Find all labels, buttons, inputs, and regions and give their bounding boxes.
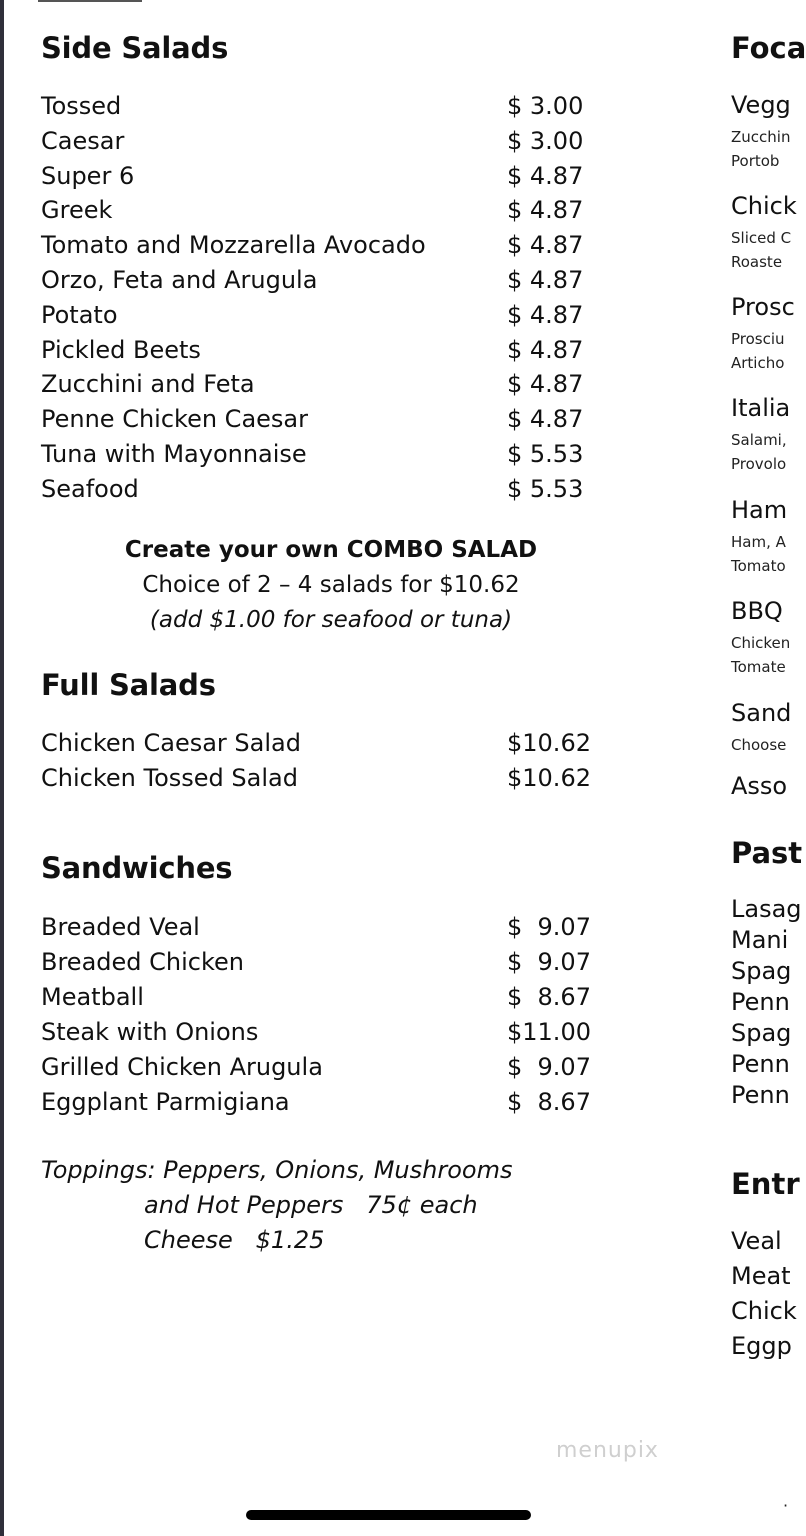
menu-item-row bbox=[41, 367, 601, 402]
menu-item-name: Caesar bbox=[41, 126, 125, 155]
focaccia-item-desc: Tomato bbox=[731, 557, 786, 575]
menu-item-price: $ 8.67 bbox=[507, 1088, 591, 1116]
pasta-item: Penn bbox=[731, 1050, 790, 1078]
entrees-title: Entr bbox=[731, 1167, 800, 1201]
focaccia-item-name: Italia bbox=[731, 394, 791, 422]
focaccia-item-desc: Roaste bbox=[731, 253, 783, 271]
menu-item-row bbox=[41, 298, 601, 333]
menu-item-row bbox=[41, 472, 601, 507]
menu-item-row bbox=[41, 263, 601, 298]
entree-item: Meat bbox=[731, 1262, 791, 1290]
combo-title: Create your own COMBO SALAD bbox=[124, 537, 538, 563]
menu-item-price: $ 9.07 bbox=[507, 948, 591, 976]
menu-item-price: $ 4.87 bbox=[507, 335, 584, 364]
menu-item-price: $ 4.87 bbox=[507, 405, 584, 434]
menu-item-name: Greek bbox=[41, 196, 113, 225]
pasta-item: Penn bbox=[731, 1081, 790, 1109]
menu-item-name: Meatball bbox=[41, 983, 144, 1011]
combo-line: Choice of 2 – 4 salads for $10.62 bbox=[142, 572, 520, 598]
focaccia-item-desc: Choose bbox=[731, 736, 787, 754]
focaccia-item-desc: Portob bbox=[731, 152, 780, 170]
focaccia-item-desc: Ham, A bbox=[731, 533, 786, 551]
focaccia-item-desc: Provolo bbox=[731, 455, 787, 473]
menu-item-price: $ 4.87 bbox=[507, 161, 584, 190]
focaccia-item-name: Prosc bbox=[731, 293, 795, 321]
menu-item-price: $ 4.87 bbox=[507, 300, 584, 329]
focaccia-item-desc: Articho bbox=[731, 354, 785, 372]
side-salads-title: Side Salads bbox=[41, 31, 229, 65]
toppings-line-2: and Hot Peppers 75¢ each bbox=[144, 1191, 478, 1219]
menu-item-row bbox=[41, 726, 601, 761]
left-edge-bar bbox=[0, 0, 4, 1536]
menu-item-price: $ 9.07 bbox=[507, 913, 591, 941]
menu-item-name: Eggplant Parmigiana bbox=[41, 1088, 290, 1116]
menu-item-price: $10.62 bbox=[507, 729, 591, 757]
menu-item-row bbox=[41, 1015, 601, 1050]
menu-item-row bbox=[41, 159, 601, 194]
focaccia-item-name: Chick bbox=[731, 192, 797, 220]
focaccia-item-name: Sand bbox=[731, 699, 792, 727]
pasta-item: Spag bbox=[731, 1019, 792, 1047]
menu-item-row bbox=[41, 228, 601, 263]
menu-item-row bbox=[41, 437, 601, 472]
menu-item-name: Breaded Veal bbox=[41, 913, 200, 941]
menu-item-price: $ 3.00 bbox=[507, 92, 584, 120]
sandwiches-title: Sandwiches bbox=[41, 851, 233, 885]
menu-item-row bbox=[41, 333, 601, 368]
menu-item-name: Super 6 bbox=[41, 161, 135, 190]
menu-item-price: $ 8.67 bbox=[507, 983, 591, 1011]
top-divider bbox=[38, 0, 142, 2]
menu-item-row bbox=[41, 124, 601, 159]
menu-item-name: Orzo, Feta and Arugula bbox=[41, 266, 318, 294]
menu-item-price: $ 4.87 bbox=[507, 231, 584, 260]
menu-item-price: $11.00 bbox=[507, 1018, 591, 1046]
focaccia-item-name: Ham bbox=[731, 496, 788, 524]
full-salads-title: Full Salads bbox=[41, 668, 216, 702]
menu-item-row bbox=[41, 910, 601, 945]
toppings-line-1: Toppings: Peppers, Onions, Mushrooms bbox=[41, 1156, 513, 1184]
menu-item-name: Penne Chicken Caesar bbox=[41, 405, 308, 434]
menu-item-row bbox=[41, 1085, 601, 1120]
pasta-title: Past bbox=[731, 836, 803, 870]
menu-item-row bbox=[41, 193, 601, 228]
combo-box bbox=[41, 533, 621, 638]
menu-item-name: Grilled Chicken Arugula bbox=[41, 1053, 323, 1081]
home-indicator[interactable] bbox=[246, 1510, 531, 1520]
right-column-cropped bbox=[731, 0, 806, 1536]
menu-item-row bbox=[41, 402, 601, 437]
combo-note: (add $1.00 for seafood or tuna) bbox=[149, 607, 513, 633]
pasta-item: Spag bbox=[731, 957, 792, 985]
menu-item-price: $ 3.00 bbox=[507, 126, 584, 155]
menu-item-row bbox=[41, 761, 601, 796]
menu-item-price: $10.62 bbox=[507, 764, 591, 792]
focaccia-item-desc: Zucchin bbox=[731, 128, 791, 146]
menu-item-price: $ 5.53 bbox=[507, 440, 584, 468]
watermark: menupix bbox=[556, 1438, 659, 1463]
menu-item-price: $ 4.87 bbox=[507, 370, 584, 399]
menu-item-name: Chicken Caesar Salad bbox=[41, 729, 301, 757]
menu-item-name: Tomato and Mozzarella Avocado bbox=[41, 231, 426, 260]
menu-item-name: Potato bbox=[41, 300, 118, 329]
focaccia-item-name: Vegg bbox=[731, 91, 791, 119]
menu-item-price: $ 5.53 bbox=[507, 474, 584, 503]
pasta-item: Lasag bbox=[731, 895, 802, 923]
pasta-item: Penn bbox=[731, 988, 790, 1016]
pasta-item: Mani bbox=[731, 926, 789, 954]
menu-item-price: $ 9.07 bbox=[507, 1053, 591, 1081]
entree-item: Chick bbox=[731, 1297, 797, 1325]
menu-item-name: Steak with Onions bbox=[41, 1018, 259, 1046]
menu-item-name: Zucchini and Feta bbox=[41, 370, 255, 399]
focaccia-title: Foca bbox=[731, 31, 806, 65]
menu-item-row bbox=[41, 980, 601, 1015]
menu-item-price: $ 4.87 bbox=[507, 196, 584, 225]
menu-item-row bbox=[41, 1050, 601, 1085]
menu-item-name: Tossed bbox=[41, 92, 122, 120]
focaccia-item-name: BBQ bbox=[731, 597, 783, 625]
entree-item: Veal bbox=[731, 1227, 782, 1255]
menu-item-price: $ 4.87 bbox=[507, 266, 584, 294]
edge-mark: · bbox=[783, 1496, 789, 1515]
menu-item-row bbox=[41, 945, 601, 980]
toppings-line-3: Cheese $1.25 bbox=[144, 1226, 325, 1254]
menu-item-row bbox=[41, 89, 601, 124]
menu-item-name: Seafood bbox=[41, 474, 139, 503]
menu-item-name: Tuna with Mayonnaise bbox=[41, 440, 307, 468]
menu-item-name: Pickled Beets bbox=[41, 335, 201, 364]
focaccia-item-desc: Chicken bbox=[731, 634, 791, 652]
focaccia-item-desc: Tomate bbox=[731, 658, 786, 676]
menu-item-name: Breaded Chicken bbox=[41, 948, 244, 976]
menu-item-name: Chicken Tossed Salad bbox=[41, 764, 298, 792]
entree-item: Eggp bbox=[731, 1332, 792, 1360]
focaccia-item-desc: Sliced C bbox=[731, 229, 792, 247]
focaccia-item-desc: Prosciu bbox=[731, 330, 785, 348]
focaccia-item-desc: Salami, bbox=[731, 431, 787, 449]
assorted-label: Asso bbox=[731, 772, 788, 800]
